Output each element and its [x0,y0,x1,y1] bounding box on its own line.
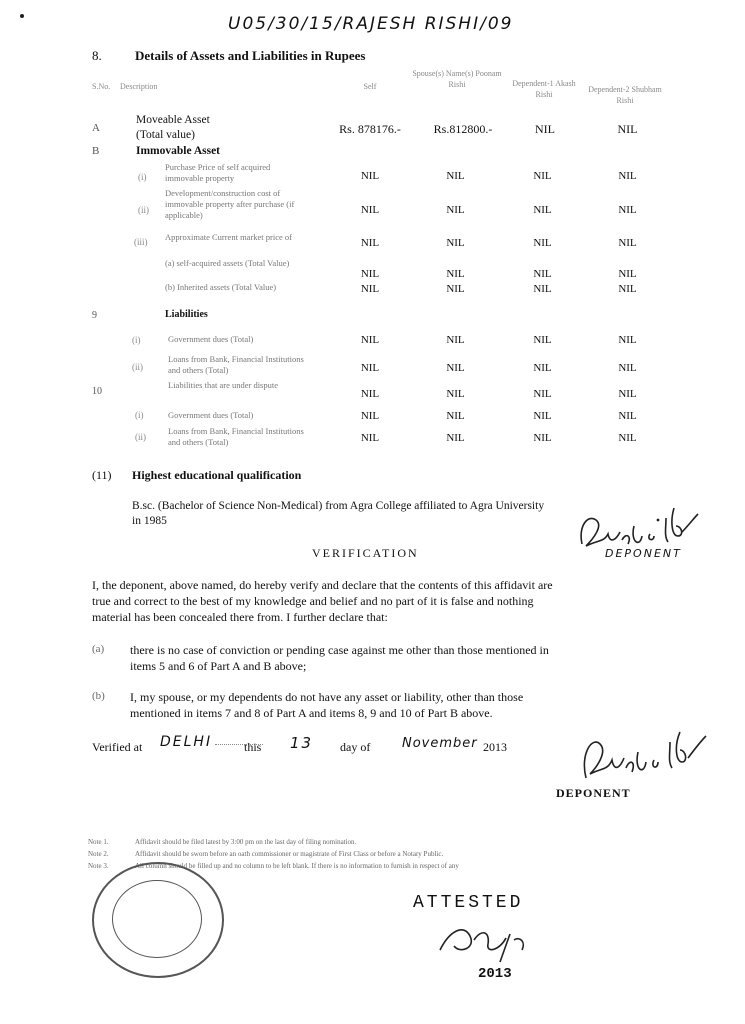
attested-stamp: ATTESTED [413,893,524,913]
notary-signature [430,910,540,970]
b-row-4-dep2: NIL [618,268,637,280]
b-row-4-desc: (a) self-acquired assets (Total Value) [165,258,290,268]
notary-seal-inner [112,880,202,958]
row-a-self: Rs. 878176.- [339,122,401,136]
note-3-label: Note 3. [88,862,109,870]
s10-row-2-no: (i) [135,410,144,420]
b-row-1-spouse: NIL [446,170,465,182]
b-row-1-desc: Purchase Price of self acquired immovable property [165,162,271,183]
note-2-text: Affidavit should be sworn before an oath commissioner or magistrate of First Class or before a Notary Public. [135,850,444,858]
b-row-5-dep2: NIL [618,283,637,295]
b-row-2-desc: Development/construction cost of immovable property after purchase (if applicable) [165,188,295,220]
verified-dayof-label: day of [340,740,371,754]
verified-day: 13 [290,734,314,752]
section11-number: (11) [92,468,112,482]
row-b-title: Immovable Asset [136,145,221,157]
stamp-year: 2013 [478,966,512,982]
col-header-self: Self [363,82,377,91]
s10-row-2-spouse: NIL [446,410,465,422]
clause-a-line-2: items 5 and 6 of Part A and B above; [130,659,307,673]
s9-row-1-no: (i) [132,335,141,345]
verification-para-3: material has been concealed there from. I further declare that: [92,610,388,624]
row-b-label: B [92,145,100,157]
s10-row-1-dep1: NIL [533,388,552,400]
section8-number: 8. [92,48,102,63]
row-a-label: A [92,122,100,134]
header-code: U05/30/15/RAJESH RISHI/09 [228,14,514,34]
verified-at-label: Verified at [92,740,143,754]
education-text-2: in 1985 [132,515,167,527]
verification-para-2: true and correct to the best of my knowledge and belief and no part of it is false and nothing [92,594,534,608]
b-row-2-dep2: NIL [618,204,637,216]
speck [20,14,24,18]
s10-row-1-self: NIL [360,388,380,400]
b-row-3-dep2: NIL [618,237,637,249]
verified-year: 2013 [483,740,507,754]
b-row-2-self: NIL [360,204,380,216]
section8-title: Details of Assets and Liabilities in Rupees [135,48,366,63]
s10-row-3-desc: Loans from Bank, Financial Institutions and others (Total) [168,426,304,447]
s10-row-3-dep2: NIL [618,432,637,444]
verified-month: November [402,736,478,751]
b-row-3-dep1: NIL [533,237,552,249]
row-a-title-1: Moveable Asset [136,114,210,126]
s9-row-2-dep2: NIL [618,362,637,374]
notary-seal [92,862,224,978]
col-header-spouse: Spouse(s) Name(s) Poonam Rishi [412,69,502,89]
b-row-4-spouse: NIL [446,268,465,280]
b-row-3-self: NIL [360,237,380,249]
b-row-2-spouse: NIL [446,204,465,216]
b-row-1-dep2: NIL [618,170,637,182]
s9-row-2-desc: Loans from Bank, Financial Institutions and others (Total) [168,354,304,375]
section10-number: 10 [92,386,102,397]
s9-row-2-no: (ii) [132,362,143,372]
col-header-desc: Description [120,82,158,91]
section11-title: Highest educational qualification [132,468,302,482]
s9-row-1-dep1: NIL [533,334,552,346]
note-1-label: Note 1. [88,838,109,846]
s10-row-1-desc: Liabilities that are under dispute [168,380,278,390]
b-row-2-dep1: NIL [533,204,552,216]
s10-row-2-dep1: NIL [533,410,552,422]
clause-a-line-1: there is no case of conviction or pending case against me other than those mentioned in [130,643,549,657]
section9-title: Liabilities [165,309,208,320]
s9-row-1-dep2: NIL [618,334,637,346]
b-row-4-self: NIL [360,268,380,280]
s10-row-3-spouse: NIL [446,432,465,444]
b-row-5-dep1: NIL [533,283,552,295]
verification-para-1: I, the deponent, above named, do hereby verify and declare that the contents of this affidavit are [92,578,553,592]
col-header-dependent-1: Dependent-1 Akash Rishi [512,79,576,99]
row-a-dep1: NIL [535,122,555,136]
note-3-text: All column should be filled up and no column to be left blank. If there is no information to furnish in respect of any [135,862,459,870]
row-a-spouse: Rs.812800.- [433,122,493,136]
s9-row-1-desc: Government dues (Total) [168,334,254,344]
clause-a-label: (a) [92,643,105,655]
clause-b-line-1: I, my spouse, or my dependents do not have any asset or liability, other than those [130,690,524,704]
s9-row-2-self: NIL [360,362,380,374]
b-row-3-no: (iii) [134,237,148,247]
s9-row-1-self: NIL [360,334,380,346]
b-row-3-spouse: NIL [446,237,465,249]
deponent-hand-label: DEPONENT [605,547,682,560]
s10-row-2-desc: Government dues (Total) [168,410,254,420]
deponent-label: DEPONENT [556,786,631,800]
b-row-3-desc: Approximate Current market price of [165,232,292,242]
s10-row-3-dep1: NIL [533,432,552,444]
s10-row-3-self: NIL [360,432,380,444]
b-row-5-spouse: NIL [446,283,465,295]
b-row-5-desc: (b) Inherited assets (Total Value) [165,282,277,292]
b-row-1-dep1: NIL [533,170,552,182]
s10-row-3-no: (ii) [135,432,146,442]
s10-row-1-dep2: NIL [618,388,637,400]
b-row-1-self: NIL [360,170,380,182]
b-row-5-self: NIL [360,283,380,295]
note-1-text: Affidavit should be filed latest by 3:00 pm on the last day of filing nomination. [135,838,357,846]
clause-b-line-2: mentioned in items 7 and 8 of Part A and items 8, 9 and 10 of Part B above. [130,706,493,720]
row-a-title-2: (Total value) [136,129,195,141]
s9-row-2-spouse: NIL [446,362,465,374]
verified-this-label: this [244,740,262,754]
s10-row-2-dep2: NIL [618,410,637,422]
row-a-dep2: NIL [617,122,638,136]
s9-row-2-dep1: NIL [533,362,552,374]
b-row-1-no: (i) [138,172,147,182]
verified-place: DELHI [160,734,213,750]
section9-number: 9 [92,310,97,321]
s9-row-1-spouse: NIL [446,334,465,346]
b-row-2-no: (ii) [138,205,149,215]
col-header-sno: S.No. [92,82,111,91]
s10-row-2-self: NIL [360,410,380,422]
verification-title: VERIFICATION [312,546,419,560]
s10-row-1-spouse: NIL [446,388,465,400]
b-row-4-dep1: NIL [533,268,552,280]
note-2-label: Note 2. [88,850,109,858]
clause-b-label: (b) [92,690,105,702]
education-text-1: B.sc. (Bachelor of Science Non-Medical) from Agra College affiliated to Agra University [132,500,545,512]
col-header-dependent-2: Dependent-2 Shubham Rishi [588,85,662,105]
